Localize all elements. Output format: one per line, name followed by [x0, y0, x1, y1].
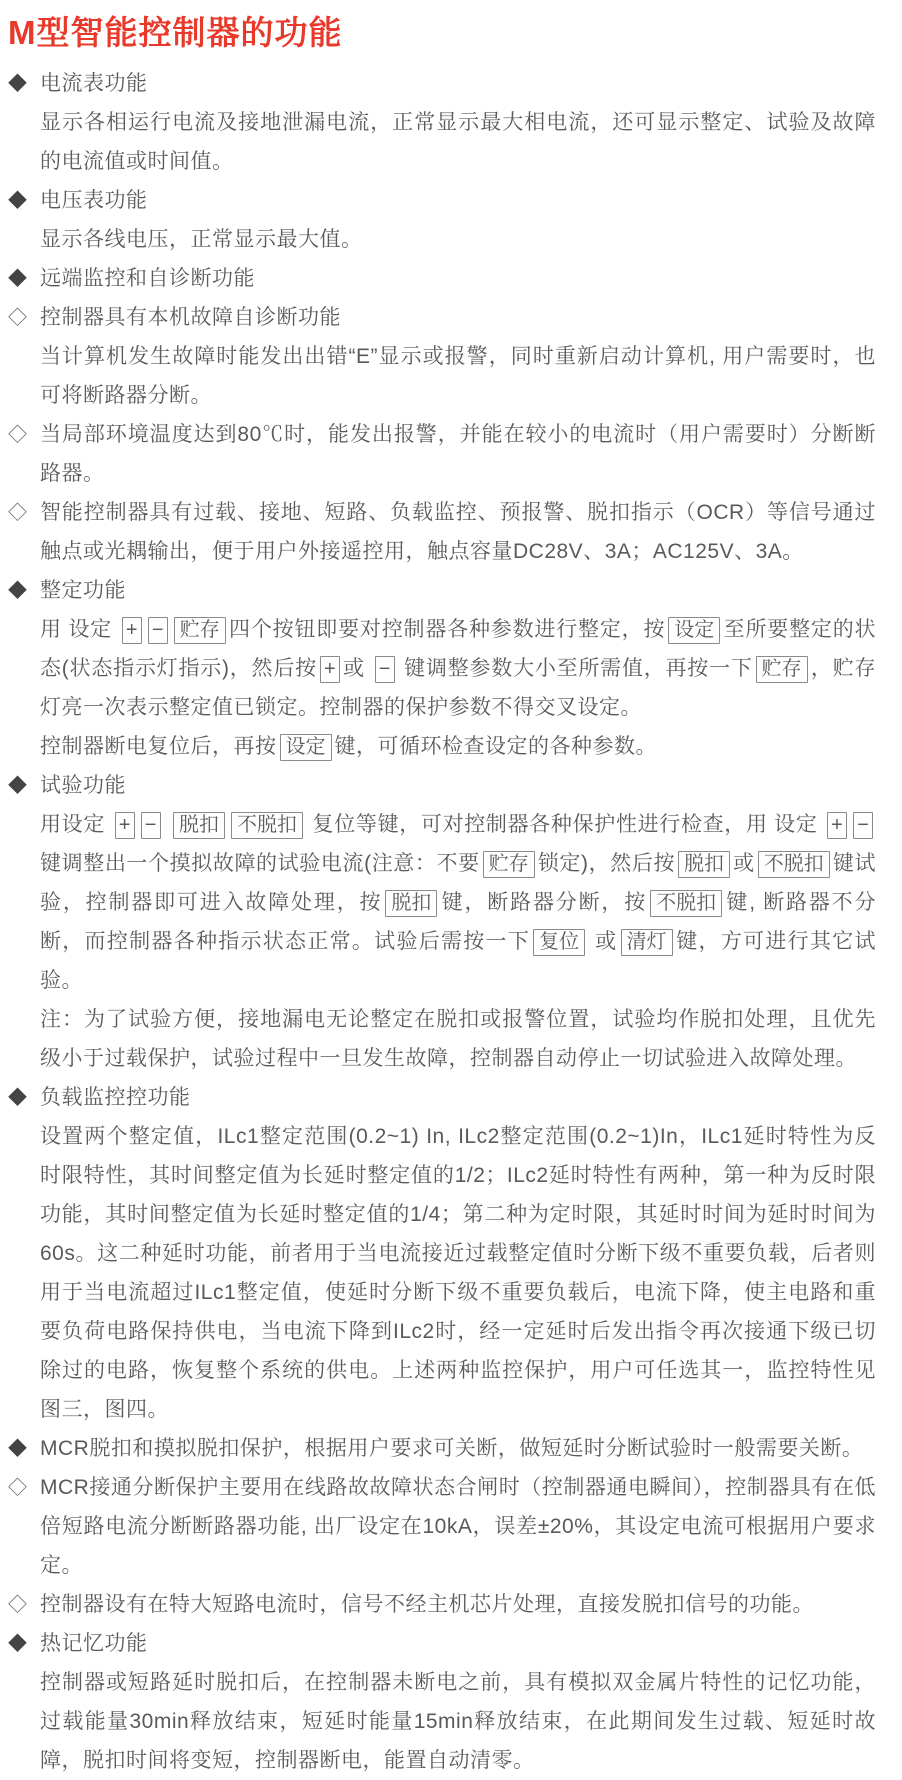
inline-key: − [148, 617, 168, 644]
text-run: 或 [733, 852, 755, 875]
paragraph [8, 1663, 876, 1780]
text-run: 锁定)，然后按 [537, 852, 676, 875]
text-run: 注：为了试验方便，接地漏电无论整定在脱扣或报警位置，试验均作脱扣处理，且优先级小于过载保护，试验过程中一旦发生故障，控制器自动停止一切试验进入故障处理。 [40, 1008, 876, 1070]
page-title: M型智能控制器的功能 [8, 14, 343, 51]
text-run: 至所要整定的状态(状态指示灯指示)，然后按 [40, 618, 877, 680]
text-run: 键, 断路器不分断，而控制器各种指示状态正常。试验后需按一下 [40, 891, 877, 953]
solid-diamond-bullet-icon: ◆ [8, 269, 28, 290]
inline-key: 不脱扣 [231, 812, 303, 839]
inline-key: − [375, 656, 395, 683]
hollow-diamond-bullet-icon: ◇ [8, 425, 28, 446]
inline-key: 脱扣 [385, 890, 437, 917]
text-run: 负载监控控功能 [40, 1086, 191, 1109]
document-body [8, 64, 876, 1780]
inline-key: 贮存 [756, 656, 808, 683]
paragraph [8, 103, 876, 181]
inline-key: 设定 [668, 617, 720, 644]
section-heading [8, 766, 876, 805]
solid-diamond-bullet-icon: ◆ [8, 1088, 28, 1109]
text-run: 电流表功能 [40, 72, 148, 95]
solid-diamond-bullet-icon: ◆ [8, 776, 28, 797]
inline-key: 设定 [280, 734, 332, 761]
section-heading [8, 1624, 876, 1663]
text-run: 控制器或短路延时脱扣后，在控制器未断电之前，具有模拟双金属片特性的记忆功能，过载能量30min释放结束，短延时能量15min释放结束，在此期间发生过载、短延时故障，脱扣时间将变短，控制器断电，能置自动清零。 [40, 1671, 876, 1772]
text-run: 键调整参数大小至所需值，再按一下 [397, 657, 753, 680]
paragraph [8, 805, 876, 1000]
text-run: MCR脱扣和摸拟脱扣保护，根据用户要求可关断，做短延时分断试验时一般需要关断。 [40, 1437, 864, 1460]
text-run: 当局部环境温度达到80℃时，能发出报警，并能在较小的电流时（用户需要时）分断断路器。 [40, 423, 876, 485]
text-run: 控制器具有本机故障自诊断功能 [40, 306, 341, 329]
inline-key: − [141, 812, 161, 839]
paragraph [8, 727, 876, 766]
inline-key: 贮存 [483, 851, 535, 878]
section-heading [8, 259, 876, 298]
solid-diamond-bullet-icon: ◆ [8, 1439, 28, 1460]
solid-diamond-bullet-icon: ◆ [8, 191, 28, 212]
paragraph [8, 1429, 876, 1468]
text-run: 远端监控和自诊断功能 [40, 267, 255, 290]
paragraph [8, 415, 876, 493]
section-heading [8, 1078, 876, 1117]
text-run: 键，可循环检查设定的各种参数。 [334, 735, 657, 758]
inline-key: 脱扣 [173, 812, 225, 839]
text-run: 电压表功能 [40, 189, 148, 212]
paragraph [8, 610, 876, 727]
paragraph [8, 1585, 876, 1624]
inline-key: + [122, 617, 142, 644]
solid-diamond-bullet-icon: ◆ [8, 1634, 28, 1655]
inline-key: + [115, 812, 135, 839]
inline-key: 复位 [533, 929, 585, 956]
solid-diamond-bullet-icon: ◆ [8, 74, 28, 95]
text-run [164, 813, 171, 836]
solid-diamond-bullet-icon: ◆ [8, 581, 28, 602]
text-run: 复位等键，可对控制器各种保护性进行检查，用 设定 [306, 813, 824, 836]
text-run: 控制器断电复位后，再按 [40, 735, 277, 758]
text-run: 设置两个整定值，ILc1整定范围(0.2~1) In, ILc2整定范围(0.2~1)In，ILc1延时特性为反时限特性，其时间整定值为长延时整定值的1/2；ILc2延时特性有两种，第一种为反时限功能，其时间整定值为长延时整定值的1/4；第二种为定时限，其延时时间为延时时间为60s。这二种延时功能，前者用于当电流接近过载整定值时分断下级不重要负载，后者则用于当电流超过ILc1整定值，使延时分断下级不重要负载后，电流下降，使主电路和重要负荷电路保持供电，当电流下降到ILc2时，经一定延时后发出指令再次接通下级已切除过的电路，恢复整个系统的供电。上述两种监控保护，用户可任选其一，监控特性见图三，图四。 [40, 1125, 876, 1421]
text-run: 试验功能 [40, 774, 126, 797]
text-run: 显示各相运行电流及接地泄漏电流，正常显示最大相电流，还可显示整定、试验及故障的电流值或时间值。 [40, 111, 876, 173]
paragraph [8, 1000, 876, 1078]
inline-key: 清灯 [621, 929, 673, 956]
paragraph [8, 493, 876, 571]
text-run: 控制器设有在特大短路电流时，信号不经主机芯片处理，直接发脱扣信号的功能。 [40, 1593, 814, 1616]
text-run: 键试验，控制器即可进入故障处理，按 [40, 852, 876, 914]
section-heading [8, 181, 876, 220]
text-run: 键调整出一个摸拟故障的试验电流(注意：不要 [40, 852, 480, 875]
text-run: 键，断路器分断，按 [440, 891, 648, 914]
text-run: 当计算机发生故障时能发出出错“E”显示或报警，同时重新启动计算机, 用户需要时，也可将断路器分断。 [40, 345, 876, 407]
paragraph [8, 337, 876, 415]
text-run: 四个按钮即要对控制器各种参数进行整定，按 [228, 618, 666, 641]
text-run: 用 设定 [40, 618, 119, 641]
text-run: 显示各线电压，正常显示最大值。 [40, 228, 363, 251]
text-run: 或 [588, 930, 618, 953]
inline-key: 贮存 [174, 617, 226, 644]
section-heading [8, 64, 876, 103]
text-run: 整定功能 [40, 579, 126, 602]
paragraph [8, 1117, 876, 1429]
inline-key: 不脱扣 [758, 851, 830, 878]
hollow-diamond-bullet-icon: ◇ [8, 1595, 28, 1616]
inline-key: 不脱扣 [650, 890, 722, 917]
hollow-diamond-bullet-icon: ◇ [8, 308, 28, 329]
text-run: 热记忆功能 [40, 1632, 148, 1655]
text-run: MCR接通分断保护主要用在线路故故障状态合闸时（控制器通电瞬间），控制器具有在低倍短路电流分断断路器功能, 出厂设定在10kA，误差±20%，其设定电流可根据用户要求定。 [40, 1476, 876, 1577]
text-run: 用设定 [40, 813, 112, 836]
paragraph [8, 1468, 876, 1585]
hollow-diamond-bullet-icon: ◇ [8, 503, 28, 524]
inline-key: + [320, 656, 340, 683]
hollow-diamond-bullet-icon: ◇ [8, 1478, 28, 1499]
paragraph [8, 220, 876, 259]
section-heading [8, 298, 876, 337]
text-run: ，贮存灯亮一次表示整定值已锁定。控制器的保护参数不得交叉设定。 [40, 657, 876, 719]
text-run: 或 [342, 657, 372, 680]
section-heading [8, 571, 876, 610]
text-run: 键，方可进行其它试验。 [40, 930, 876, 992]
inline-key: − [853, 812, 873, 839]
text-run: 智能控制器具有过载、接地、短路、负载监控、预报警、脱扣指示（OCR）等信号通过触点或光耦输出，便于用户外接遥控用，触点容量DC28V、3A；AC125V、3A。 [40, 501, 876, 563]
inline-key: + [827, 812, 847, 839]
inline-key: 脱扣 [678, 851, 730, 878]
